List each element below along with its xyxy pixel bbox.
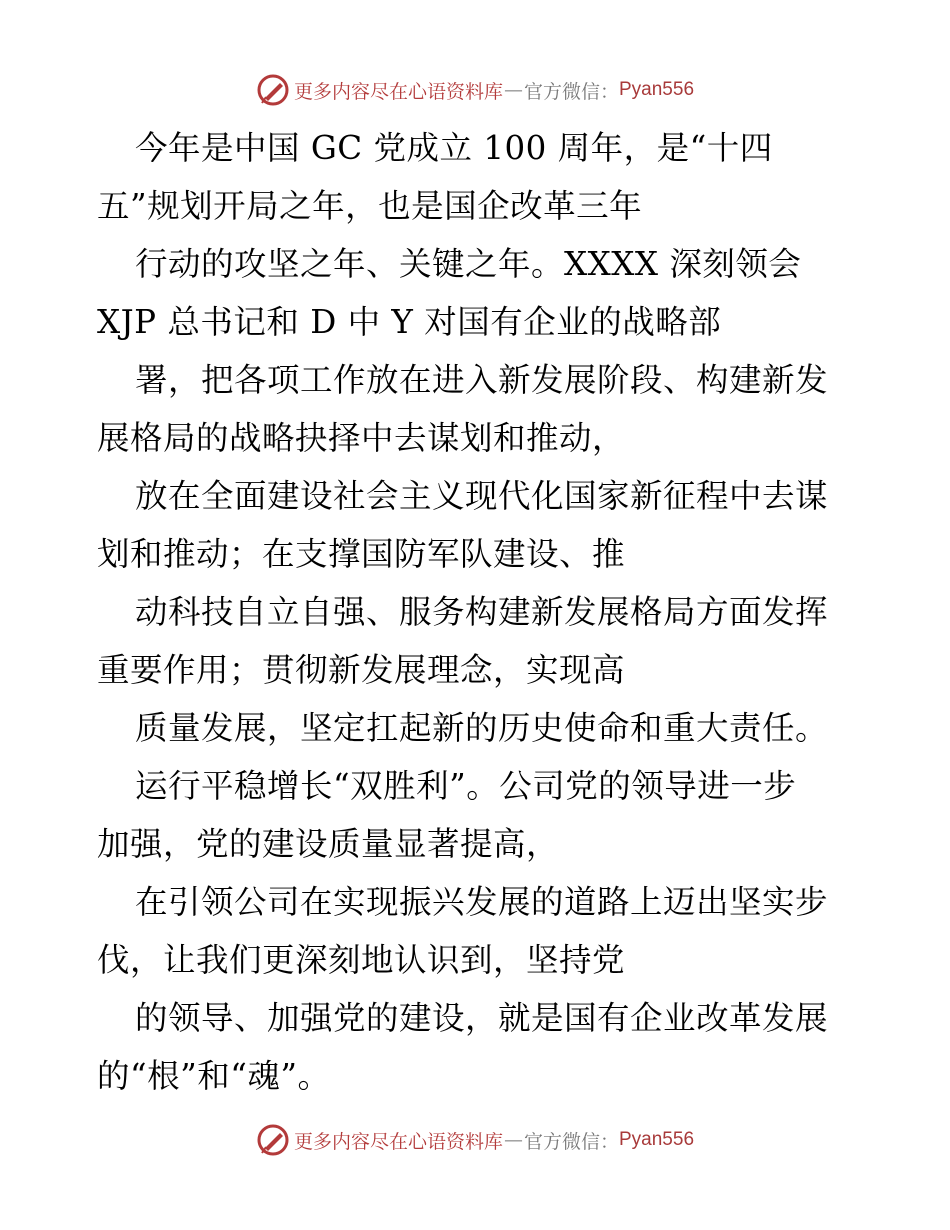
text-line: 的领导、加强党的建设，就是国有企业改革发展 [135,999,829,1037]
text-line: 动科技自立自强、服务构建新发展格局方面发挥 [135,593,829,631]
text-line: 重要作用；贯彻新发展理念，实现高 [97,651,626,689]
text-line: 五”规划开局之年，也是国企改革三年 [97,187,643,225]
body-text [97,119,857,1105]
header-banner [0,70,950,110]
text-line: 运行平稳增长“双胜利”。公司党的领导进一步 [135,767,797,805]
text-line: 今年是中国 GC 党成立 100 周年，是“十四 [135,129,773,167]
text-line: 划和推动；在支撑国防军队建设、推 [97,535,626,573]
banner-brand-text: 更多内容尽在心语资料库 [293,1130,503,1153]
text-line: 行动的攻坚之年、关键之年。XXXX 深刻领会 [135,245,802,283]
banner-official-label: 官方微信： [523,80,619,103]
banner-brand-text: 更多内容尽在心语资料库 [293,80,503,103]
banner-official-label: 官方微信： [523,1130,619,1153]
banner-separator: — [503,79,523,101]
text-line: 伐，让我们更深刻地认识到，坚持党 [97,941,626,979]
text-line: 的“根”和“魂”。 [97,1057,331,1095]
text-line: XJP 总书记和 D 中 Y 对国有企业的战略部 [97,303,722,341]
text-line: 加强，党的建设质量显著提高， [97,825,560,863]
banner-wechat-id: Pyan556 [619,79,695,100]
text-line: 展格局的战略抉择中去谋划和推动， [97,419,626,457]
banner-separator: — [503,1129,523,1151]
text-line: 在引领公司在实现振兴发展的道路上迈出坚实步 [135,883,829,921]
text-line: 质量发展，坚定扛起新的历史使命和重大责任。 [135,709,829,747]
banner-wechat-id: Pyan556 [619,1129,695,1150]
quill-pen-icon [256,73,290,107]
footer-banner [0,1120,950,1160]
quill-pen-icon [256,1123,290,1157]
text-line: 署，把各项工作放在进入新发展阶段、构建新发 [135,361,829,399]
text-line: 放在全面建设社会主义现代化国家新征程中去谋 [135,477,829,515]
